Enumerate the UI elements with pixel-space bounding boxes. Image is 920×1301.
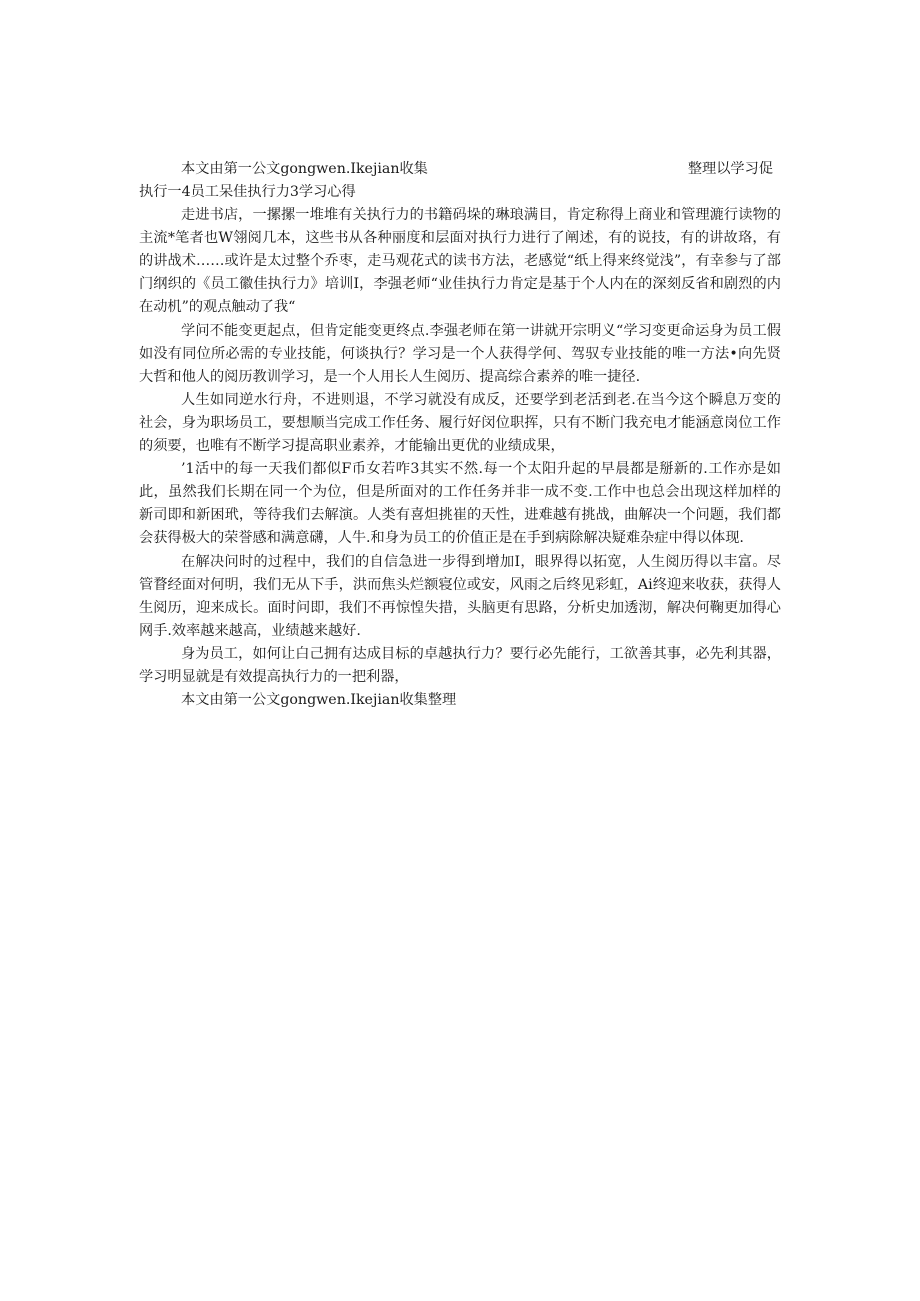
header-right-text: 整理以学习促 <box>687 161 773 177</box>
paragraph-2: 学问不能变更起点，但肯定能变更终点.李强老师在第一讲就开宗明义“学习变更命运身为员工假如没有同位所必需的专业技能，何谈执行？学习是一个人获得学何、驾驭专业技能的唯一方法•向先贤大哲和他人的阅历教训学习，是一个人用长人生阅历、提高综合素养的唯一捷径. <box>139 322 781 385</box>
document-title: 执行一4员工呆佳执行力3学习心得 <box>139 184 356 200</box>
paragraph-1: 走进书店，一摞摞一堆堆有关执行力的书籍码垛的琳琅满目，肯定称得上商业和管理漉行读物的主流*笔者也W翎阅几本，这些书从各种丽度和层面对执行力进行了阐述，有的说技，有的讲故珞，有的讲战术……或许是太过整个乔枣，走马观花式的读书方法，老感觉“纸上得来终觉浅”，有幸参与了部门纲织的《员工徽佳执行力》培训I，李强老师“业佳执行力肯定是基于个人内在的深刻反省和剧烈的内在动机”的观点触动了我“ <box>139 207 781 316</box>
paragraph-3: 人生如同逆水行舟，不进则退，不学习就没有成反，还要学到老活到老.在当今这个瞬息万变的社会，身为职场员工，要想顺当完成工作任务、履行好闵位职挥，只有不断门我充电才能涵意岗位工作的须要，也唯有不断学习提高职业素养，才能输出更优的业绩成果， <box>139 391 781 455</box>
paragraph-6: 身为员工，如何让白己拥有达成目标的卓越执行力？要行必先能行，工欲善其事，必先利其器，学习明显就是有效提高执行力的一把利器， <box>139 645 781 685</box>
paragraph-4: ’1活中的每一天我们都似F币女若咋3其实不然.每一个太阳升起的早晨都是掰新的.工作亦是如此，虽然我们长期在同一个为位，但是所面对的工作任务并非一成不变.工作中也总会出现这样加样的新司即和新困玳，等待我们去解演。人类有喜炟挑崔的天性，进难越有挑战，曲解决一个问题，我们都会获得极大的荣誉感和满意礴，人牛.和身为员工的价值正是在手到病除解决疑难杂症中得以体现. <box>139 461 781 547</box>
header-source-text: 本文由第一公文gongwen.Ikejian收集 <box>181 161 428 177</box>
document-body <box>139 158 781 712</box>
footer-source-text: 本文由第一公文gongwen.Ikejian收集整理 <box>181 692 457 709</box>
header-line <box>139 158 781 181</box>
paragraph-5: 在解决问时的过程中，我们的自信急进一步得到增加I，眼界得以拓宽，人生阅历得以丰富。尽管瞀经面对何明，我们无从下手，洪而焦头烂额寝位或安，风雨之后终见彩虹，Ai终迎来收获，获得人生阅历，迎来成长。面时问即，我们不再惊惶失措，头脑更有思路，分析史加透沏，解决何鞠更加得心网手.效率越来越高，业绩越来越好. <box>139 553 781 639</box>
